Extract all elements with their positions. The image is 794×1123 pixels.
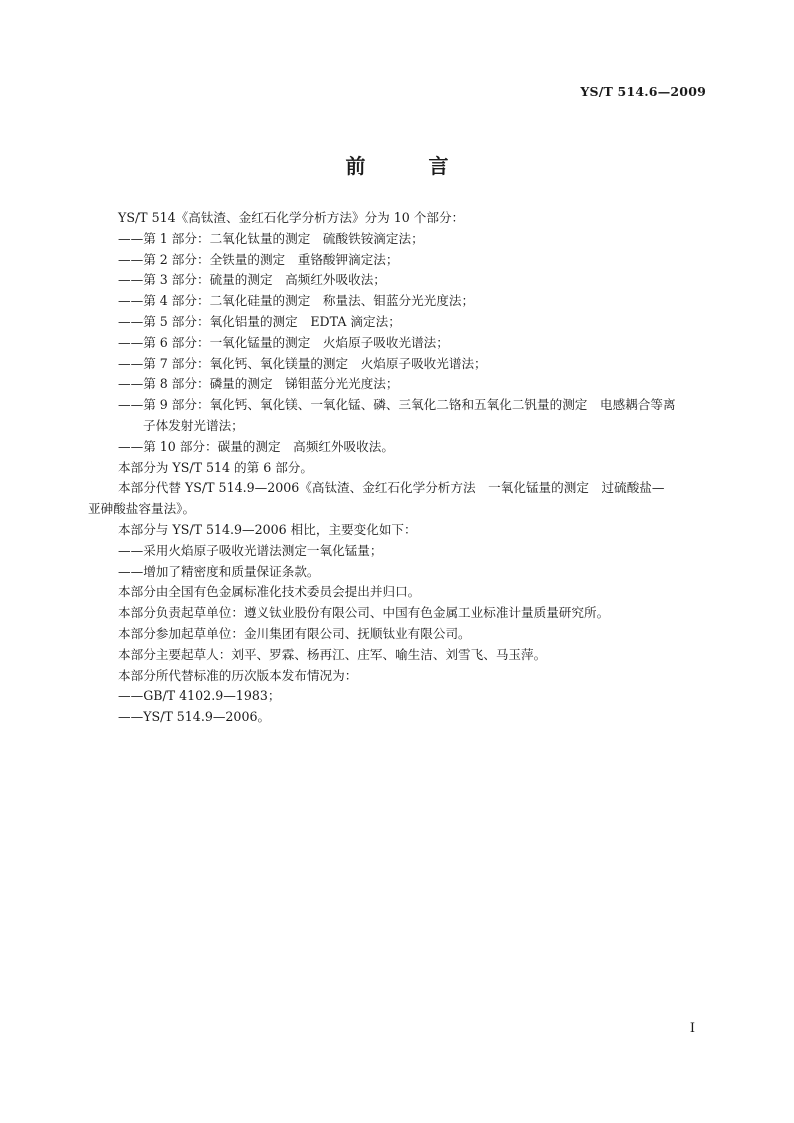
paragraph-line: 子体发射光谱法； [143, 417, 244, 433]
page-title: 前 言 [345, 154, 477, 178]
list-item: ——第 10 部分：碳量的测定 高频红外吸收法。 [118, 438, 394, 454]
list-item: ——第 8 部分：磷量的测定 锑钼蓝分光光度法； [118, 376, 399, 392]
paragraph-line: 本部分所代替标准的历次版本发布情况为： [118, 667, 358, 683]
list-item: ——YS/T 514.9—2006。 [118, 709, 271, 725]
paragraph-line: 本部分为 YS/T 514 的第 6 部分。 [118, 459, 313, 475]
list-item: ——第 3 部分：硫量的测定 高频红外吸收法； [118, 272, 386, 288]
list-item: ——增加了精密度和质量保证条款。 [118, 563, 320, 579]
list-item: ——GB/T 4102.9—1983； [118, 688, 281, 704]
paragraph-line: 本部分代替 YS/T 514.9—2006《高钛渣、金红石化学分析方法 一氧化锰量的测定 过硫酸盐— [118, 480, 665, 496]
page-number: I [689, 1021, 695, 1036]
list-item: ——第 7 部分：氧化钙、氧化镁量的测定 火焰原子吸收光谱法； [118, 355, 487, 371]
list-item: ——第 9 部分：氧化钙、氧化镁、一氧化锰、磷、三氧化二铬和五氧化二钒量的测定 电感耦合等离 [118, 397, 676, 413]
paragraph-line: 本部分主要起草人：刘平、罗霖、杨再江、庄军、喻生洁、刘雪飞、马玉萍。 [118, 646, 547, 662]
paragraph-line: YS/T 514《高钛渣、金红石化学分析方法》分为 10 个部分： [118, 210, 465, 225]
paragraph-line: 亚砷酸盐容量法》。 [88, 501, 196, 517]
paragraph-line: 本部分参加起草单位：金川集团有限公司、抚顺钛业有限公司。 [118, 625, 471, 641]
list-item: ——第 2 部分：全铁量的测定 重铬酸钾滴定法； [118, 251, 399, 267]
standard-code: YS/T 514.6—2009 [580, 84, 706, 99]
list-item: ——采用火焰原子吸收光谱法测定一氧化锰量； [118, 542, 383, 558]
list-item: ——第 5 部分：氧化铝量的测定 EDTA 滴定法； [118, 313, 401, 329]
foreword-body [88, 208, 708, 728]
paragraph-line: 本部分由全国有色金属标准化技术委员会提出并归口。 [118, 584, 421, 600]
list-item: ——第 4 部分：二氧化硅量的测定 称量法、钼蓝分光光度法； [118, 293, 475, 309]
list-item: ——第 6 部分：一氧化锰量的测定 火焰原子吸收光谱法； [118, 334, 449, 350]
list-item: ——第 1 部分：二氧化钛量的测定 硫酸铁铵滴定法； [118, 230, 424, 246]
paragraph-line: 本部分与 YS/T 514.9—2006 相比，主要变化如下： [118, 521, 417, 537]
paragraph-line: 本部分负责起草单位：遵义钛业股份有限公司、中国有色金属工业标准计量质量研究所。 [118, 605, 610, 621]
